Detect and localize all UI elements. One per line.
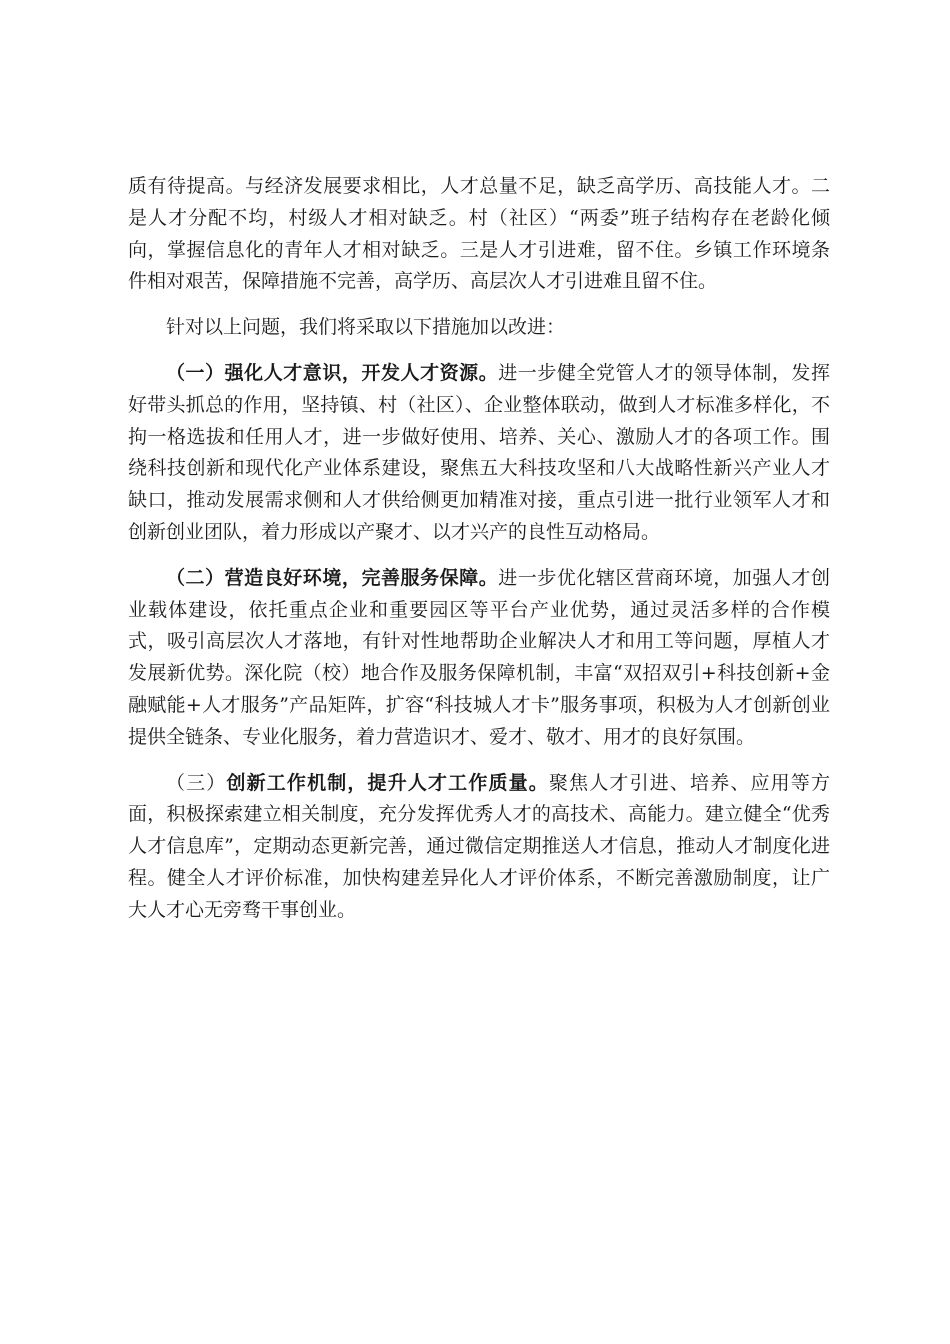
paragraph-text: 进一步优化辖区营商环境，加强人才创业载体建设，依托重点企业和重要园区等平台产业优势，通过灵活多样的合作模式，吸引高层次人才落地，有针对性地帮助企业解决人才和用工等问题，厚植人才发展新优势。深化院（校）地合作及服务保障机制，丰富“双招双引+科技创新+金融赋能+人才服务”产品矩阵，扩容“科技城人才卡”服务事项，积极为人才创新创业提供全链条、专业化服务，着力营造识才、爱才、敬才、用才的良好氛围。 [128, 566, 830, 748]
paragraph-measure-2 [128, 563, 830, 754]
paragraph-heading: 创新工作机制，提升人才工作质量。 [226, 771, 549, 794]
paragraph-measure-1 [128, 358, 830, 549]
paragraph-text: 聚焦人才引进、培养、应用等方面，积极探索建立相关制度，充分发挥优秀人才的高技术、高能力。建立健全“优秀人才信息库”，定期动态更新完善，通过微信定期推送人才信息，推动人才制度化进程。健全人才评价标准，加快构建差异化人才评价体系，不断完善激励制度，让广大人才心无旁骛干事创业。 [128, 771, 830, 921]
paragraph-text: 质有待提高。与经济发展要求相比，人才总量不足，缺乏高学历、高技能人才。二是人才分配不均，村级人才相对缺乏。村（社区）“两委”班子结构存在老龄化倾向，掌握信息化的青年人才相对缺乏。三是人才引进难，留不住。乡镇工作环境条件相对艰苦，保障措施不完善，高学历、高层次人才引进难且留不住。 [128, 175, 830, 293]
paragraph-measure-3 [128, 768, 830, 927]
paragraph-text: 进一步健全党管人才的领导体制，发挥好带头抓总的作用，坚持镇、村（社区）、企业整体联动，做到人才标准多样化，不拘一格选拔和任用人才，进一步做好使用、培养、关心、激励人才的各项工作。围绕科技创新和现代化产业体系建设，聚焦五大科技攻坚和八大战略性新兴产业人才缺口，推动发展需求侧和人才供给侧更加精准对接，重点引进一批行业领军人才和创新创业团队，着力形成以产聚才、以才兴产的良性互动格局。 [128, 361, 830, 543]
document-body [128, 171, 830, 941]
paragraph-heading-prefix: （三） [166, 771, 227, 794]
paragraph-text: 针对以上问题，我们将采取以下措施加以改进： [166, 316, 566, 339]
paragraph-continuation [128, 171, 830, 298]
paragraph-heading: （一）强化人才意识，开发人才资源。 [166, 361, 499, 384]
paragraph-intro-measures [128, 312, 830, 344]
paragraph-heading: （二）营造良好环境，完善服务保障。 [166, 566, 499, 589]
